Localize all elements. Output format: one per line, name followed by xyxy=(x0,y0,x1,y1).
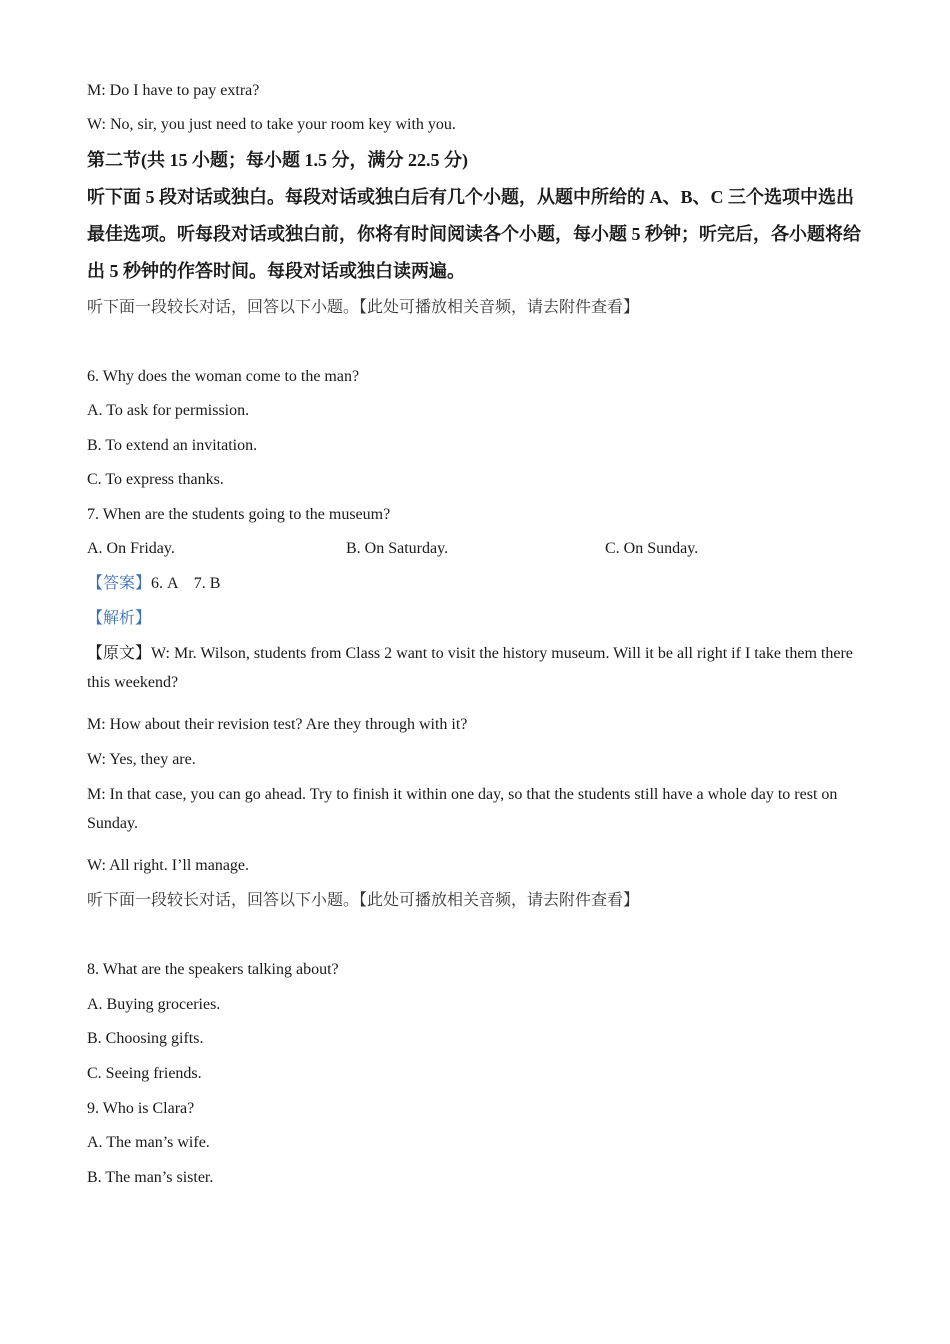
dialogue-line: W: No, sir, you just need to take your room key with you. xyxy=(87,116,456,133)
option-9a: A. The man’s wife. xyxy=(87,1134,210,1151)
option-6a: A. To ask for permission. xyxy=(87,402,250,419)
option-6b: B. To extend an invitation. xyxy=(87,437,258,454)
answer-text: 6. A 7. B xyxy=(151,575,221,592)
transcript-line: M: How about their revision test? Are they through with it? xyxy=(87,716,468,733)
question-8: 8. What are the speakers talking about? xyxy=(87,961,339,978)
transcript-first xyxy=(87,639,857,697)
section-instructions: 听下面 5 段对话或独白。每段对话或独白后有几个小题，从题中所给的 A、B、C 三个选项中选出最佳选项。听每段对话或独白前，你将有时间阅读各个小题，每小题 5 秒钟；听完后，各小题将给出 5 秒钟的作答时间。每段对话或独白读两遍。 xyxy=(87,187,861,281)
option-8a: A. Buying groceries. xyxy=(87,996,221,1013)
question-9: 9. Who is Clara? xyxy=(87,1100,195,1117)
options-row-7 xyxy=(87,538,867,560)
option-8b: B. Choosing gifts. xyxy=(87,1030,204,1047)
analysis-label: 【解析】 xyxy=(87,610,152,627)
answer-label: 【答案】 xyxy=(87,575,152,592)
answer-line xyxy=(87,573,220,595)
option-7b: B. On Saturday. xyxy=(346,540,449,557)
option-9b: B. The man’s sister. xyxy=(87,1169,214,1186)
transcript-line: M: In that case, you can go ahead. Try to finish it within one day, so that the students still have a whole day to rest on Sunday. xyxy=(87,786,838,832)
audio-note: 听下面一段较长对话，回答以下小题。【此处可播放相关音频，请去附件查看】 xyxy=(87,299,640,316)
transcript-text: W: Mr. Wilson, students from Class 2 want to visit the history museum. Will it be all right if I take them there this weekend? xyxy=(87,645,853,691)
audio-note: 听下面一段较长对话，回答以下小题。【此处可播放相关音频，请去附件查看】 xyxy=(87,892,640,909)
option-7a: A. On Friday. xyxy=(87,540,175,557)
transcript-line: W: All right. I’ll manage. xyxy=(87,857,250,874)
transcript-label: 【原文】 xyxy=(87,645,152,662)
section-heading: 第二节(共 15 小题；每小题 1.5 分，满分 22.5 分) xyxy=(87,150,468,170)
option-6c: C. To express thanks. xyxy=(87,471,224,488)
question-6: 6. Why does the woman come to the man? xyxy=(87,368,360,385)
transcript-line: W: Yes, they are. xyxy=(87,751,196,768)
question-7: 7. When are the students going to the museum? xyxy=(87,506,391,523)
dialogue-line: M: Do I have to pay extra? xyxy=(87,82,260,99)
option-7c: C. On Sunday. xyxy=(605,540,699,557)
option-8c: C. Seeing friends. xyxy=(87,1065,202,1082)
